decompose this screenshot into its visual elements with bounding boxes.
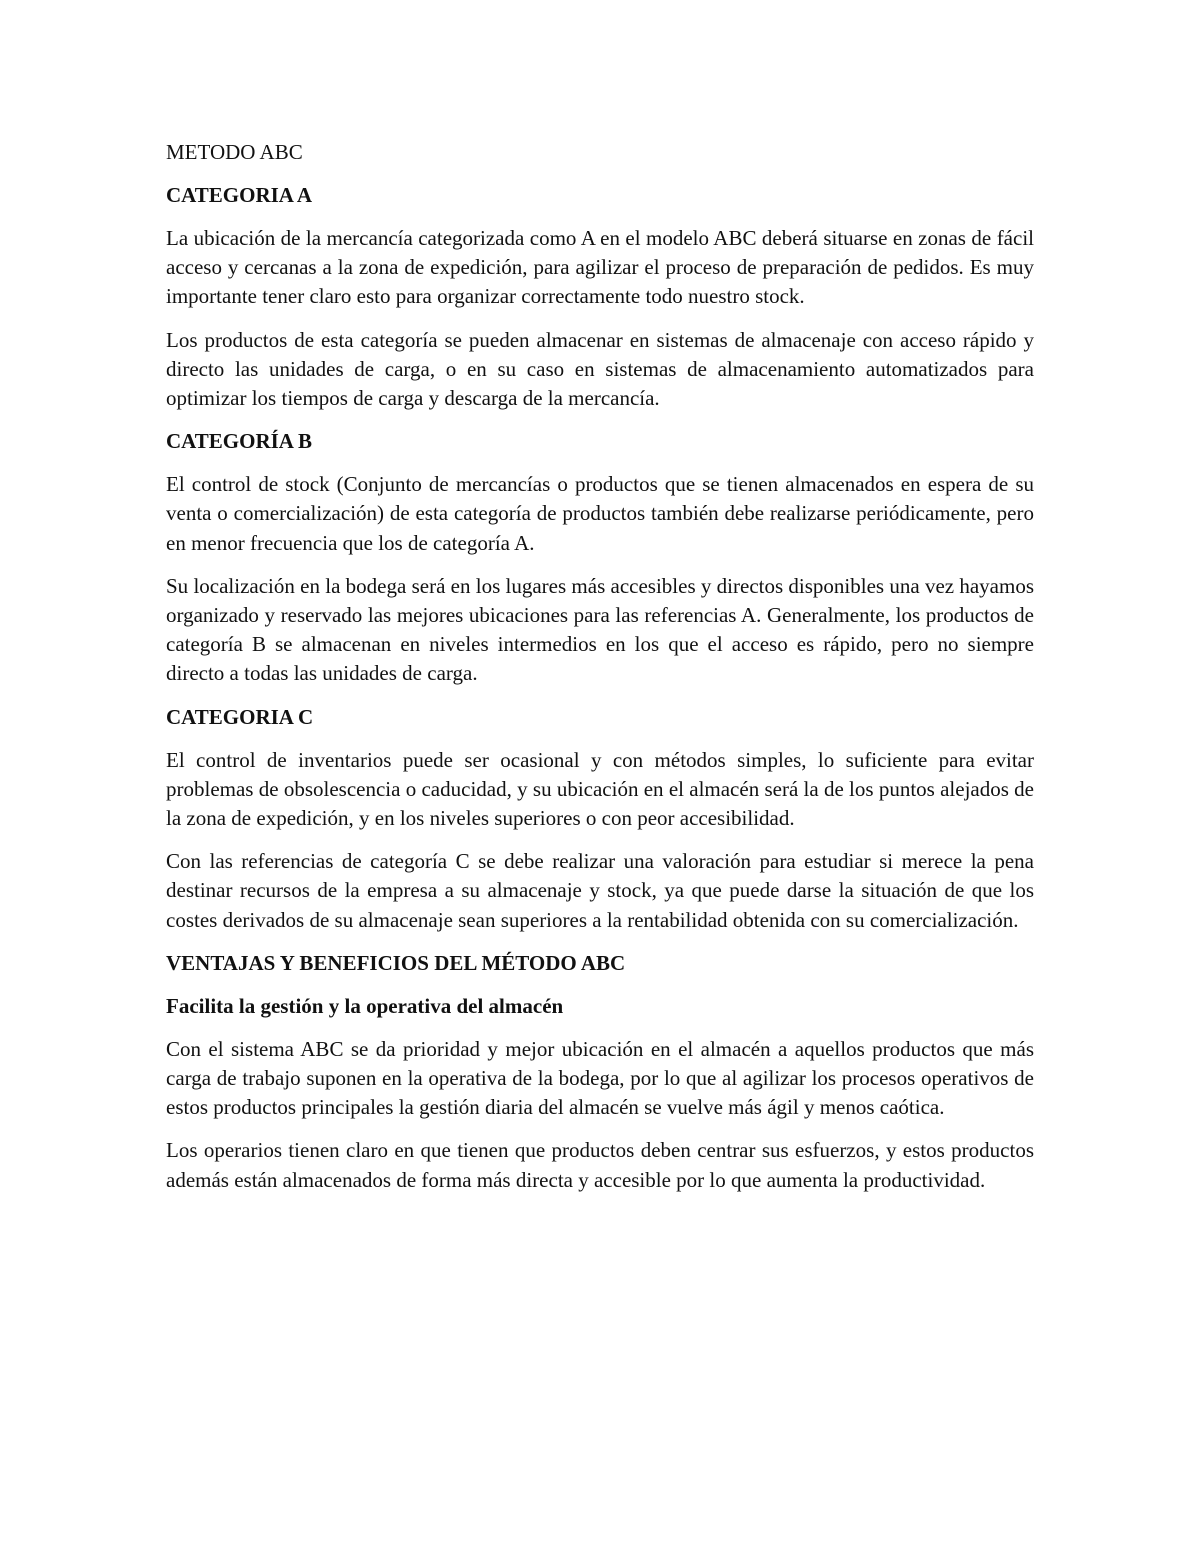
- document-page: [166, 138, 1034, 1209]
- document-title: METODO ABC: [166, 140, 303, 164]
- paragraph: Su localización en la bodega será en los lugares más accesibles y directos disponibles una vez hayamos organizado y reservado las mejores ubicaciones para las referencias A. Generalmente, los productos de categoría B se almacenan en niveles intermedios en los que el acceso es rápido, pero no siempre directo a todas las unidades de carga.: [166, 573, 1034, 686]
- subheading-facilita: Facilita la gestión y la operativa del almacén: [166, 993, 564, 1018]
- paragraph: El control de inventarios puede ser ocasional y con métodos simples, lo suficiente para evitar problemas de obsolescencia o caducidad, y su ubicación en el almacén será la de los puntos alejados de la zona de expedición, y en los niveles superiores o con peor accesibilidad.: [166, 747, 1034, 831]
- section-heading-ventajas: VENTAJAS Y BENEFICIOS DEL MÉTODO ABC: [166, 950, 626, 975]
- section-heading-categoria-c: CATEGORIA C: [166, 704, 314, 729]
- paragraph: Con el sistema ABC se da prioridad y mejor ubicación en el almacén a aquellos productos que más carga de trabajo suponen en la operativa de la bodega, por lo que al agilizar los procesos operativos de estos productos principales la gestión diaria del almacén se vuelve más ágil y menos caótica.: [166, 1036, 1034, 1120]
- section-heading-categoria-b: CATEGORÍA B: [166, 429, 313, 454]
- paragraph: Los operarios tienen claro en que tienen que productos deben centrar sus esfuerzos, y estos productos además están almacenados de forma más directa y accesible por lo que aumenta la productividad.: [166, 1138, 1034, 1192]
- paragraph: Con las referencias de categoría C se debe realizar una valoración para estudiar si merece la pena destinar recursos de la empresa a su almacenaje y stock, ya que puede darse la situación de que los costes derivados de su almacenaje sean superiores a la rentabilidad obtenida con su comercialización.: [166, 849, 1034, 932]
- paragraph: La ubicación de la mercancía categorizada como A en el modelo ABC deberá situarse en zonas de fácil acceso y cercanas a la zona de expedición, para agilizar el proceso de preparación de pedidos. Es muy importante tener claro esto para organizar correctamente todo nuestro stock.: [166, 226, 1034, 309]
- paragraph: El control de stock (Conjunto de mercancías o productos que se tienen almacenados en espera de su venta o comercialización) de esta categoría de productos también debe realizarse periódicamente, pero en menor frecuencia que los de categoría A.: [166, 472, 1034, 555]
- paragraph: Los productos de esta categoría se pueden almacenar en sistemas de almacenaje con acceso rápido y directo las unidades de carga, o en su caso en sistemas de almacenamiento automatizados para optimizar los tiempos de carga y descarga de la mercancía.: [166, 327, 1034, 411]
- section-heading-categoria-a: CATEGORIA A: [166, 183, 313, 207]
